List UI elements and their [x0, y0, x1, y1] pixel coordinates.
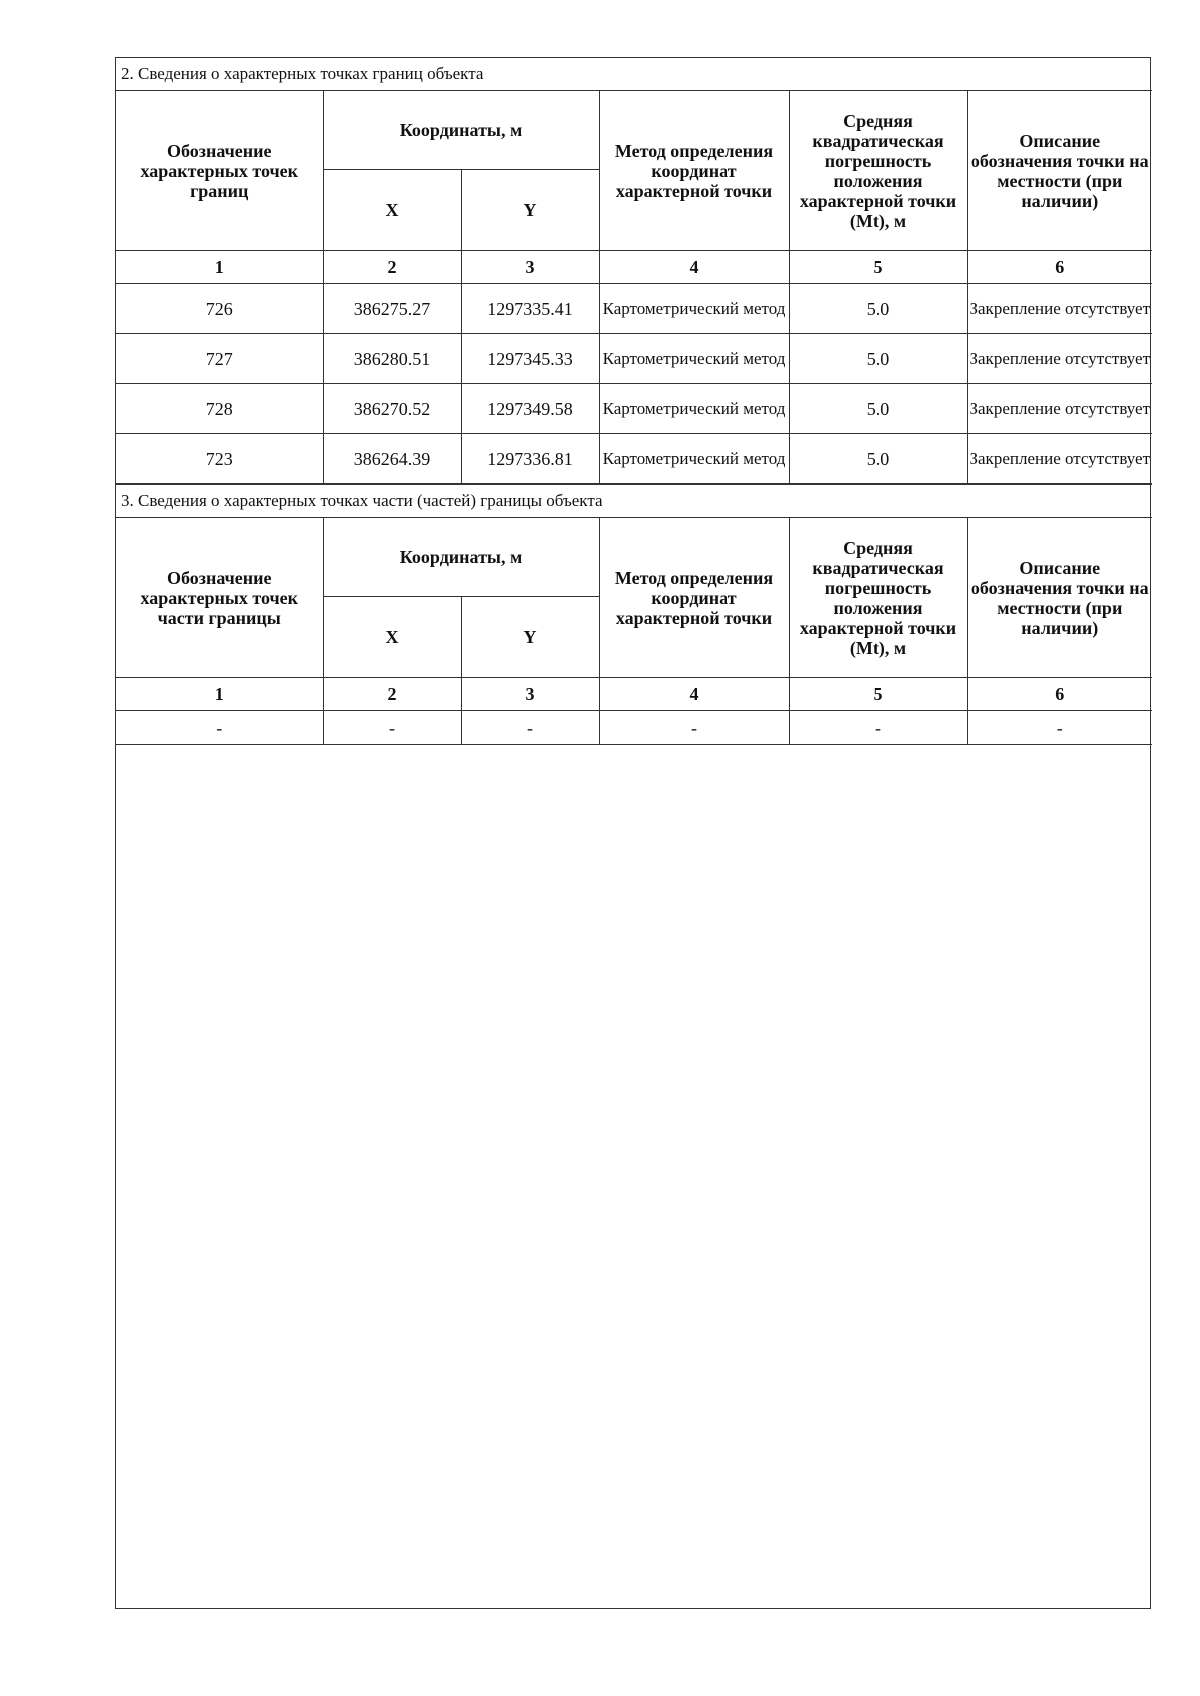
cell-desc: Закрепление отсутствует — [967, 384, 1152, 434]
column-number: 3 — [461, 678, 599, 711]
table-row — [116, 284, 1152, 334]
cell-mt: 5.0 — [789, 284, 967, 334]
cell-x: - — [323, 711, 461, 745]
cell-y: 1297345.33 — [461, 334, 599, 384]
cell-point: 723 — [116, 434, 323, 484]
cell-point: - — [116, 711, 323, 745]
section2-table — [116, 58, 1152, 484]
cell-method: Картометрический метод — [599, 334, 789, 384]
cell-point: 726 — [116, 284, 323, 334]
cell-method: Картометрический метод — [599, 284, 789, 334]
cell-y: 1297335.41 — [461, 284, 599, 334]
cell-mt: 5.0 — [789, 434, 967, 484]
column-number: 6 — [967, 678, 1152, 711]
cell-method: Картометрический метод — [599, 384, 789, 434]
header-method: Метод определения координат характерной точки — [599, 91, 789, 251]
cell-x: 386275.27 — [323, 284, 461, 334]
cell-mt: - — [789, 711, 967, 745]
header-coordinates: Координаты, м — [323, 518, 599, 597]
header-y: Y — [461, 597, 599, 678]
column-number: 3 — [461, 251, 599, 284]
header-x: X — [323, 597, 461, 678]
section3-table — [116, 484, 1152, 745]
cell-y: 1297349.58 — [461, 384, 599, 434]
column-number: 6 — [967, 251, 1152, 284]
column-number: 5 — [789, 251, 967, 284]
cell-x: 386264.39 — [323, 434, 461, 484]
cell-y: 1297336.81 — [461, 434, 599, 484]
cell-desc: Закрепление отсутствует — [967, 334, 1152, 384]
header-y: Y — [461, 170, 599, 251]
column-number: 1 — [116, 678, 323, 711]
header-error: Средняя квадратическая погрешность положения характерной точки (Mt), м — [789, 518, 967, 678]
section3-title: 3. Сведения о характерных точках части (частей) границы объекта — [116, 485, 1152, 518]
header-designation: Обозначение характерных точек границ — [116, 91, 323, 251]
column-numbers-row — [116, 251, 1152, 284]
column-number: 2 — [323, 678, 461, 711]
cell-method: - — [599, 711, 789, 745]
cell-mt: 5.0 — [789, 334, 967, 384]
section2-title: 2. Сведения о характерных точках границ объекта — [116, 58, 1152, 91]
cell-y: - — [461, 711, 599, 745]
cell-x: 386270.52 — [323, 384, 461, 434]
cell-point: 727 — [116, 334, 323, 384]
column-number: 4 — [599, 251, 789, 284]
cell-mt: 5.0 — [789, 384, 967, 434]
column-numbers-row — [116, 678, 1152, 711]
column-number: 1 — [116, 251, 323, 284]
cell-point: 728 — [116, 384, 323, 434]
column-number: 2 — [323, 251, 461, 284]
document-frame — [115, 57, 1151, 1609]
table-row — [116, 334, 1152, 384]
header-error: Средняя квадратическая погрешность положения характерной точки (Mt), м — [789, 91, 967, 251]
column-number: 4 — [599, 678, 789, 711]
cell-desc: Закрепление отсутствует — [967, 284, 1152, 334]
table-row — [116, 711, 1152, 745]
cell-x: 386280.51 — [323, 334, 461, 384]
header-description: Описание обозначения точки на местности (при наличии) — [967, 91, 1152, 251]
cell-desc: Закрепление отсутствует — [967, 434, 1152, 484]
column-number: 5 — [789, 678, 967, 711]
header-description: Описание обозначения точки на местности (при наличии) — [967, 518, 1152, 678]
header-coordinates: Координаты, м — [323, 91, 599, 170]
cell-desc: - — [967, 711, 1152, 745]
table-row — [116, 434, 1152, 484]
cell-method: Картометрический метод — [599, 434, 789, 484]
table-row — [116, 384, 1152, 434]
header-x: X — [323, 170, 461, 251]
header-method: Метод определения координат характерной точки — [599, 518, 789, 678]
header-designation: Обозначение характерных точек части границы — [116, 518, 323, 678]
